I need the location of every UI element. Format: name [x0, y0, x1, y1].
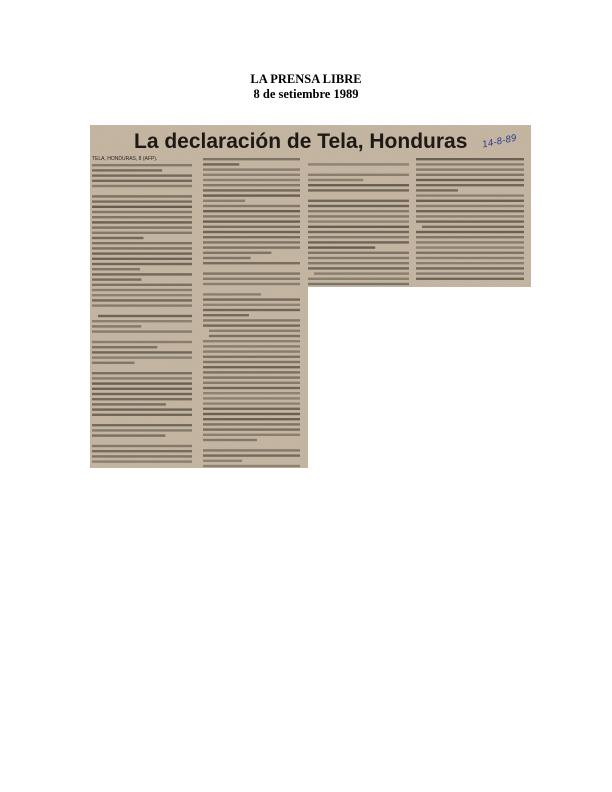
- body-text-line: [203, 371, 300, 373]
- body-text-line: [203, 293, 261, 295]
- body-text-line: [92, 460, 192, 462]
- body-text-line: [416, 189, 458, 191]
- body-text-line: [416, 246, 524, 248]
- body-text-line: [92, 372, 192, 374]
- body-text-line: [203, 194, 300, 196]
- body-text-line: [308, 278, 409, 280]
- body-text-line: [92, 382, 192, 384]
- publication-title: LA PRENSA LIBRE: [250, 72, 362, 86]
- body-text-line: [203, 278, 300, 280]
- body-text-line: [203, 319, 300, 321]
- body-text-line: [308, 220, 409, 222]
- body-text-line: [203, 387, 300, 389]
- body-text-line: [308, 174, 409, 176]
- body-text-line: [308, 205, 409, 207]
- body-text-line: [92, 268, 140, 270]
- body-text-line: [92, 377, 192, 379]
- body-text-line: [203, 236, 300, 238]
- body-text-line: [92, 216, 192, 218]
- body-text-line: [92, 174, 192, 176]
- body-text-line: [203, 283, 300, 285]
- body-text-line: [416, 179, 524, 181]
- body-text-line: [203, 179, 300, 181]
- body-text-line: [92, 289, 192, 291]
- body-text-line: [203, 465, 300, 467]
- body-text-line: [416, 252, 524, 254]
- body-text-line: [92, 221, 192, 223]
- body-text-line: [92, 346, 157, 348]
- body-text-line: [416, 267, 524, 269]
- body-text-line: [416, 158, 524, 160]
- publication-date: 8 de setiembre 1989: [253, 87, 359, 101]
- body-text-line: [416, 231, 524, 233]
- body-text-line: [203, 449, 300, 451]
- body-text-line: [203, 434, 300, 436]
- body-text-line: [203, 210, 300, 212]
- body-text-line: [92, 330, 192, 332]
- body-text-line: [92, 237, 143, 239]
- body-text-line: [308, 210, 409, 212]
- body-text-line: [92, 408, 192, 410]
- body-text-line: [416, 168, 524, 170]
- body-text-line: [92, 273, 192, 275]
- body-text-line: [308, 267, 409, 269]
- body-text-line: [416, 163, 524, 165]
- body-text-line: [203, 246, 300, 248]
- body-text-line: [416, 184, 524, 186]
- body-text-line: [92, 450, 192, 452]
- document-header: [0, 72, 612, 102]
- body-text-line: [92, 325, 141, 327]
- body-text-line: [416, 205, 524, 207]
- body-text-line: [92, 247, 192, 249]
- body-text-line: [92, 242, 192, 244]
- body-text-line: [92, 252, 192, 254]
- body-text-line: [308, 252, 409, 254]
- body-text-line: [203, 413, 300, 415]
- body-text-line: [203, 189, 300, 191]
- body-text-line: [92, 299, 192, 301]
- body-text-line: [92, 232, 192, 234]
- body-text-line: [203, 397, 300, 399]
- body-text-line: [314, 272, 409, 274]
- body-text-line: [203, 252, 271, 254]
- body-text-line: [416, 278, 524, 280]
- body-text-line: [92, 169, 162, 171]
- body-text-line: [203, 423, 300, 425]
- body-text-line: [203, 262, 300, 264]
- handwritten-date-note: 14-8-89: [481, 133, 518, 151]
- body-text-line: [92, 195, 192, 197]
- body-text-line: [92, 403, 166, 405]
- body-text-line: [92, 362, 134, 364]
- body-text-line: [203, 361, 300, 363]
- body-text-line: [203, 158, 300, 160]
- body-text-line: [209, 335, 300, 337]
- body-text-line: [203, 309, 300, 311]
- body-text-line: [416, 220, 524, 222]
- body-text-line: [203, 454, 300, 456]
- body-text-line: [422, 226, 524, 228]
- body-text-line: [203, 163, 239, 165]
- body-text-line: [92, 341, 192, 343]
- body-text-line: [92, 185, 192, 187]
- body-text-line: [92, 200, 192, 202]
- body-text-line: [203, 231, 300, 233]
- body-text-line: [92, 278, 141, 280]
- body-text-line: [203, 402, 300, 404]
- body-text-line: [92, 414, 192, 416]
- body-text-line: [92, 356, 192, 358]
- body-text-line: [92, 424, 192, 426]
- body-text-line: [416, 215, 524, 217]
- body-text-line: [92, 304, 192, 306]
- body-text-line: [308, 179, 363, 181]
- body-text-line: [92, 263, 192, 265]
- body-text-line: [203, 408, 300, 410]
- clipping-dateline: TELA, HONDURAS, 8 (AFP).: [92, 156, 158, 162]
- body-text-line: [203, 184, 300, 186]
- body-text-line: [203, 439, 257, 441]
- body-text-line: [92, 226, 192, 228]
- body-text-line: [308, 257, 409, 259]
- body-text-line: [416, 200, 524, 202]
- body-text-line: [203, 174, 300, 176]
- body-text-line: [92, 455, 192, 457]
- body-text-line: [203, 366, 300, 368]
- body-text-line: [203, 376, 300, 378]
- body-text-line: [308, 163, 409, 165]
- body-text-line: [308, 283, 409, 285]
- body-text-line: [92, 429, 192, 431]
- body-text-line: [203, 168, 300, 170]
- body-text-line: [416, 257, 524, 259]
- body-text-line: [92, 206, 192, 208]
- body-text-line: [92, 180, 192, 182]
- body-text-line: [92, 284, 192, 286]
- body-text-line: [203, 298, 300, 300]
- clipping-scan: [90, 125, 531, 468]
- body-text-line: [308, 215, 409, 217]
- body-text-line: [203, 304, 300, 306]
- body-text-line: [92, 445, 192, 447]
- body-text-line: [416, 272, 524, 274]
- body-text-line: [203, 205, 300, 207]
- body-text-line: [308, 184, 409, 186]
- body-text-line: [203, 272, 300, 274]
- body-text-line: [416, 210, 524, 212]
- body-text-line: [203, 345, 300, 347]
- body-text-line: [203, 200, 245, 202]
- body-text-line: [92, 211, 192, 213]
- body-text-line: [92, 434, 165, 436]
- body-text-line: [416, 194, 524, 196]
- body-text-line: [308, 200, 409, 202]
- body-text-line: [416, 241, 524, 243]
- body-text-line: [203, 241, 300, 243]
- body-text-line: [308, 231, 409, 233]
- body-text-line: [308, 246, 375, 248]
- body-text-line: [203, 356, 300, 358]
- body-text-line: [203, 314, 249, 316]
- body-text-line: [203, 215, 300, 217]
- body-text-line: [308, 236, 409, 238]
- body-text-line: [203, 392, 300, 394]
- body-text-line: [203, 226, 300, 228]
- newspaper-clipping: [90, 125, 531, 468]
- body-text-line: [209, 330, 300, 332]
- body-text-line: [92, 320, 192, 322]
- body-text-line: [308, 226, 409, 228]
- body-text-line: [203, 418, 300, 420]
- body-text-line: [92, 258, 192, 260]
- body-text-line: [308, 241, 409, 243]
- body-text-line: [416, 174, 524, 176]
- body-text-line: [203, 220, 300, 222]
- body-text-line: [308, 262, 409, 264]
- body-text-line: [92, 398, 192, 400]
- body-text-line: [308, 189, 409, 191]
- body-text-line: [203, 324, 300, 326]
- body-text-line: [203, 428, 300, 430]
- body-text-line: [203, 382, 300, 384]
- body-text-line: [203, 340, 300, 342]
- body-text-line: [203, 350, 300, 352]
- body-text-line: [92, 393, 192, 395]
- body-text-line: [203, 460, 242, 462]
- body-text-line: [92, 164, 192, 166]
- body-text-line: [92, 388, 192, 390]
- body-text-line: [416, 236, 524, 238]
- clipping-headline: La declaración de Tela, Honduras: [134, 130, 468, 153]
- body-text-line: [416, 262, 524, 264]
- body-text-line: [203, 257, 251, 259]
- body-text-line: [98, 315, 192, 317]
- body-text-line: [92, 294, 192, 296]
- body-text-line: [92, 351, 192, 353]
